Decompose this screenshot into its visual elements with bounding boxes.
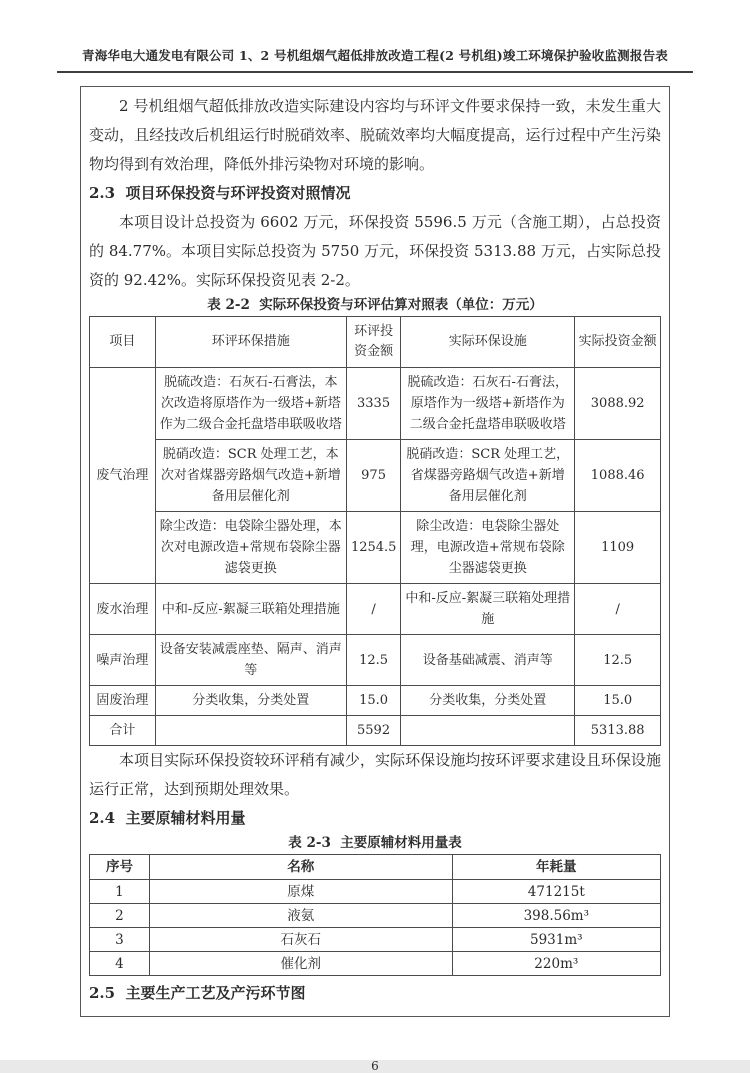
col-header-annual-consumption: 年耗量 (452, 855, 660, 880)
cell-actual-amount: 12.5 (575, 635, 661, 686)
cell-actual-amount: 3088.92 (575, 368, 661, 440)
cell-eia-amount: 975 (346, 440, 400, 512)
col-header-item: 项目 (90, 317, 156, 368)
paragraph-investment: 本项目设计总投资为 6602 万元，环保投资 5596.5 万元（含施工期），占总投资的 84.77%。本项目实际总投资为 5750 万元，环保投资 5313.88 万元，占实际总投资的 92.42%。实际环保投资见表 2-2。 (89, 213, 661, 289)
cell-category-solid-waste: 固废治理 (90, 686, 156, 716)
cell-facility: 脱硝改造：SCR 处理工艺，省煤器旁路烟气改造+新增备用层催化剂 (401, 440, 575, 512)
cell-measure: 脱硫改造：石灰石-石膏法，本次改造将原塔作为一级塔+新塔作为二级合金托盘塔串联吸收塔 (155, 368, 346, 440)
col-header-serial: 序号 (90, 855, 150, 880)
table-row-waste-water (90, 584, 661, 635)
col-header-eia-measure: 环评环保措施 (155, 317, 346, 368)
cell-serial: 3 (90, 928, 150, 952)
table-2-3-header-row (90, 855, 661, 880)
table-2-2-header-row (90, 317, 661, 368)
page-number: 6 (371, 1059, 379, 1073)
cell-material-name: 液氨 (149, 904, 452, 928)
cell-category-waste-gas: 废气治理 (90, 368, 156, 584)
cell-eia-amount: / (346, 584, 400, 635)
table-row-liquid-ammonia (90, 904, 661, 928)
cell-category-total: 合计 (90, 716, 156, 746)
cell-actual-amount: 1109 (575, 512, 661, 584)
cell-annual-consumption: 398.56m³ (452, 904, 660, 928)
document-header-title: 青海华电大通发电有限公司 1、2 号机组烟气超低排放改造工程(2 号机组)竣工环境保护验收监测报告表 (82, 48, 668, 63)
paragraph-unit2-conclusion: 2 号机组烟气超低排放改造实际建设内容均与环评文件要求保持一致，未发生重大变动，且经技改后机组运行时脱硝效率、脱硫效率均大幅度提高，运行过程中产生污染物均得到有效治理，降低外排污染物对环境的影响。 (89, 97, 661, 173)
col-header-actual-facility: 实际环保设施 (401, 317, 575, 368)
cell-eia-amount: 12.5 (346, 635, 400, 686)
cell-serial: 4 (90, 952, 150, 976)
table-2-3-caption: 表 2-3 主要原辅材料用量表 (288, 835, 462, 851)
col-header-actual-amount: 实际投资金额 (575, 317, 661, 368)
cell-facility: 设备基础减震、消声等 (401, 635, 575, 686)
cell-eia-amount: 1254.5 (346, 512, 400, 584)
cell-measure: 除尘改造：电袋除尘器处理，本次对电源改造+常规布袋除尘器滤袋更换 (155, 512, 346, 584)
cell-measure: 设备安装减震座垫、隔声、消声等 (155, 635, 346, 686)
content-box (80, 86, 670, 1017)
cell-measure: 分类收集，分类处置 (155, 686, 346, 716)
cell-actual-amount: 1088.46 (575, 440, 661, 512)
cell-facility: 分类收集，分类处置 (401, 686, 575, 716)
table-row-desulfurization (90, 368, 661, 440)
table-2-2-caption: 表 2-2 实际环保投资与环评估算对照表（单位：万元） (207, 297, 543, 313)
table-row-denitration (90, 440, 661, 512)
cell-facility: 中和-反应-絮凝三联箱处理措施 (401, 584, 575, 635)
cell-serial: 1 (90, 880, 150, 904)
cell-annual-consumption: 5931m³ (452, 928, 660, 952)
table-row-noise (90, 635, 661, 686)
cell-measure: 脱硝改造：SCR 处理工艺，本次对省煤器旁路烟气改造+新增备用层催化剂 (155, 440, 346, 512)
cell-facility (401, 716, 575, 746)
table-2-3 (89, 854, 661, 976)
table-row-total (90, 716, 661, 746)
table-2-2 (89, 316, 661, 746)
table-row-solid-waste (90, 686, 661, 716)
cell-eia-amount: 15.0 (346, 686, 400, 716)
table-row-limestone (90, 928, 661, 952)
cell-material-name: 原煤 (149, 880, 452, 904)
table-row-catalyst (90, 952, 661, 976)
cell-material-name: 催化剂 (149, 952, 452, 976)
cell-category-noise: 噪声治理 (90, 635, 156, 686)
cell-facility: 脱硫改造：石灰石-石膏法，原塔作为一级塔+新塔作为二级合金托盘塔串联吸收塔 (401, 368, 575, 440)
cell-measure (155, 716, 346, 746)
section-heading-2-5: 2.5 主要生产工艺及产污环节图 (89, 984, 306, 1002)
section-heading-2-4: 2.4 主要原辅材料用量 (89, 809, 246, 827)
cell-eia-amount: 5592 (346, 716, 400, 746)
section-heading-2-3: 2.3 项目环保投资与环评投资对照情况 (89, 184, 351, 202)
col-header-material-name: 名称 (149, 855, 452, 880)
table-row-raw-coal (90, 880, 661, 904)
cell-serial: 2 (90, 904, 150, 928)
cell-material-name: 石灰石 (149, 928, 452, 952)
col-header-eia-amount: 环评投资金额 (346, 317, 400, 368)
header-divider (57, 71, 693, 73)
cell-eia-amount: 3335 (346, 368, 400, 440)
cell-actual-amount: / (575, 584, 661, 635)
cell-facility: 除尘改造：电袋除尘器处理，电源改造+常规布袋除尘器滤袋更换 (401, 512, 575, 584)
cell-measure: 中和-反应-絮凝三联箱处理措施 (155, 584, 346, 635)
cell-actual-amount: 15.0 (575, 686, 661, 716)
cell-category-waste-water: 废水治理 (90, 584, 156, 635)
cell-annual-consumption: 471215t (452, 880, 660, 904)
table-row-dust-removal (90, 512, 661, 584)
paragraph-investment-conclusion: 本项目实际环保投资较环评稍有减少，实际环保设施均按环评要求建设且环保设施运行正常，达到预期处理效果。 (89, 751, 661, 798)
cell-actual-amount: 5313.88 (575, 716, 661, 746)
cell-annual-consumption: 220m³ (452, 952, 660, 976)
